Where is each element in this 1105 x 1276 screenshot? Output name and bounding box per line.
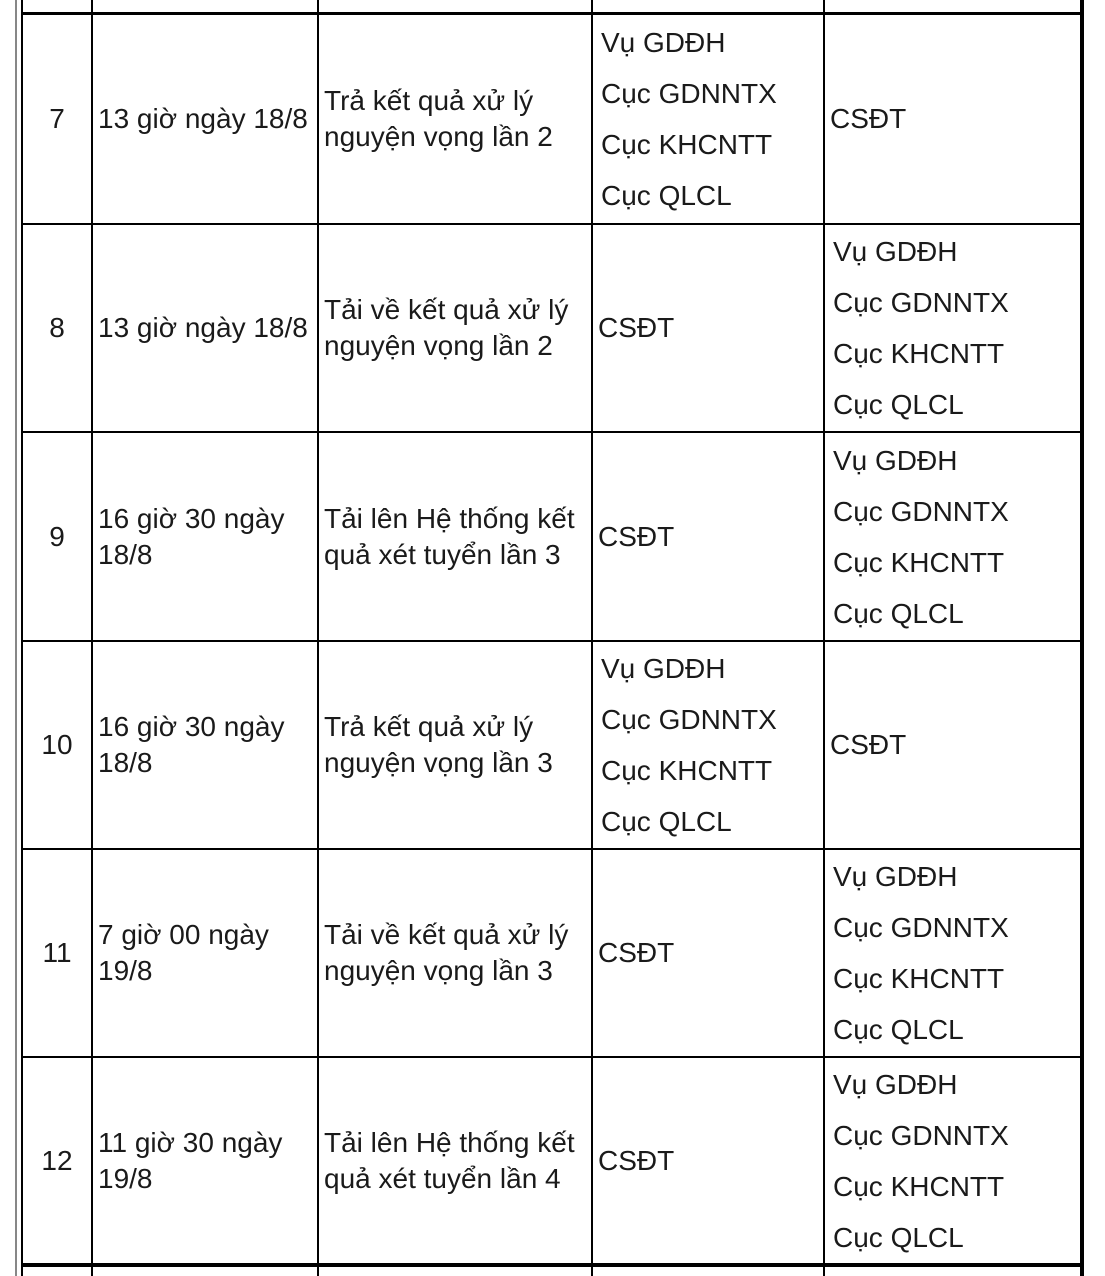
unit-label: Cục QLCL — [601, 806, 732, 837]
unit-label: Cục GDNNTX — [833, 1119, 1009, 1151]
task-cell: Tải lên Hệ thống kết quả xét tuyển lần 3 — [319, 433, 593, 642]
table-row-partial-bottom — [23, 1267, 1080, 1276]
time-cell: 13 giờ ngày 18/8 — [93, 15, 319, 225]
time-cell: 7 giờ 00 ngày 19/8 — [93, 850, 319, 1058]
unit-cell-primary: CSĐT — [593, 850, 825, 1058]
table-row — [23, 15, 1080, 225]
unit-label: Cục QLCL — [601, 180, 732, 211]
unit-cell-primary — [593, 642, 825, 850]
page-edge-line — [15, 0, 17, 1276]
unit-label: Cục GDNNTX — [601, 78, 777, 109]
row-number-cell: 9 — [23, 433, 93, 642]
unit-cell-secondary — [825, 225, 1080, 433]
unit-label: Vụ GDĐH — [601, 27, 726, 58]
unit-label: Cục KHCNTT — [601, 755, 773, 786]
table-row — [23, 850, 1080, 1058]
task-cell: Tải lên Hệ thống kết quả xét tuyển lần 4 — [319, 1058, 593, 1267]
unit-label: Cục GDNNTX — [833, 912, 1009, 943]
unit-label: Vụ GDĐH — [833, 236, 958, 267]
empty-cell — [825, 0, 1080, 15]
unit-label: Cục GDNNTX — [601, 704, 777, 735]
task-cell: Tải về kết quả xử lý nguyện vọng lần 3 — [319, 850, 593, 1058]
unit-cell-secondary: CSĐT — [825, 15, 1080, 225]
unit-label: Cục QLCL — [833, 1014, 964, 1045]
unit-cell-primary: CSĐT — [593, 1058, 825, 1267]
unit-label: Cục GDNNTX — [833, 287, 1009, 318]
table-row — [23, 642, 1080, 850]
task-cell: Trả kết quả xử lý nguyện vọng lần 2 — [319, 15, 593, 225]
unit-label: Vụ GDĐH — [833, 444, 958, 476]
unit-label: Cục KHCNTT — [833, 963, 1005, 994]
time-cell: 13 giờ ngày 18/8 — [93, 225, 319, 433]
unit-cell-secondary — [825, 1058, 1080, 1267]
unit-label: Cục QLCL — [833, 1221, 964, 1253]
unit-cell-primary: CSĐT — [593, 225, 825, 433]
empty-cell — [23, 0, 93, 15]
unit-label: Cục GDNNTX — [833, 495, 1009, 527]
table-row — [23, 1058, 1080, 1267]
empty-cell — [319, 0, 593, 15]
empty-cell — [93, 0, 319, 15]
schedule-table — [21, 0, 1084, 1276]
row-number-cell: 7 — [23, 15, 93, 225]
time-cell: 11 giờ 30 ngày 19/8 — [93, 1058, 319, 1267]
empty-cell — [825, 1267, 1080, 1276]
unit-label: Vụ GDĐH — [833, 861, 958, 892]
unit-label: Cục KHCNTT — [833, 1170, 1005, 1202]
unit-cell-primary: CSĐT — [593, 433, 825, 642]
row-number-cell: 10 — [23, 642, 93, 850]
unit-label: Vụ GDĐH — [601, 653, 726, 684]
unit-cell-secondary: CSĐT — [825, 642, 1080, 850]
unit-label: Cục QLCL — [833, 389, 964, 420]
unit-label: Cục KHCNTT — [833, 338, 1005, 369]
unit-cell-secondary — [825, 433, 1080, 642]
row-number-cell: 8 — [23, 225, 93, 433]
task-cell: Trả kết quả xử lý nguyện vọng lần 3 — [319, 642, 593, 850]
table-row — [23, 433, 1080, 642]
empty-cell — [93, 1267, 319, 1276]
row-number-cell: 11 — [23, 850, 93, 1058]
task-cell: Tải về kết quả xử lý nguyện vọng lần 2 — [319, 225, 593, 433]
table-row — [23, 225, 1080, 433]
unit-label: Cục KHCNTT — [601, 129, 773, 160]
empty-cell — [23, 1267, 93, 1276]
empty-cell — [593, 0, 825, 15]
row-number-cell: 12 — [23, 1058, 93, 1267]
unit-cell-secondary — [825, 850, 1080, 1058]
table-row-partial-top — [23, 0, 1080, 15]
unit-cell-primary — [593, 15, 825, 225]
unit-label: Cục QLCL — [833, 597, 964, 629]
time-cell: 16 giờ 30 ngày 18/8 — [93, 433, 319, 642]
empty-cell — [319, 1267, 593, 1276]
time-cell: 16 giờ 30 ngày 18/8 — [93, 642, 319, 850]
unit-label: Vụ GDĐH — [833, 1068, 958, 1100]
unit-label: Cục KHCNTT — [833, 546, 1005, 578]
empty-cell — [593, 1267, 825, 1276]
